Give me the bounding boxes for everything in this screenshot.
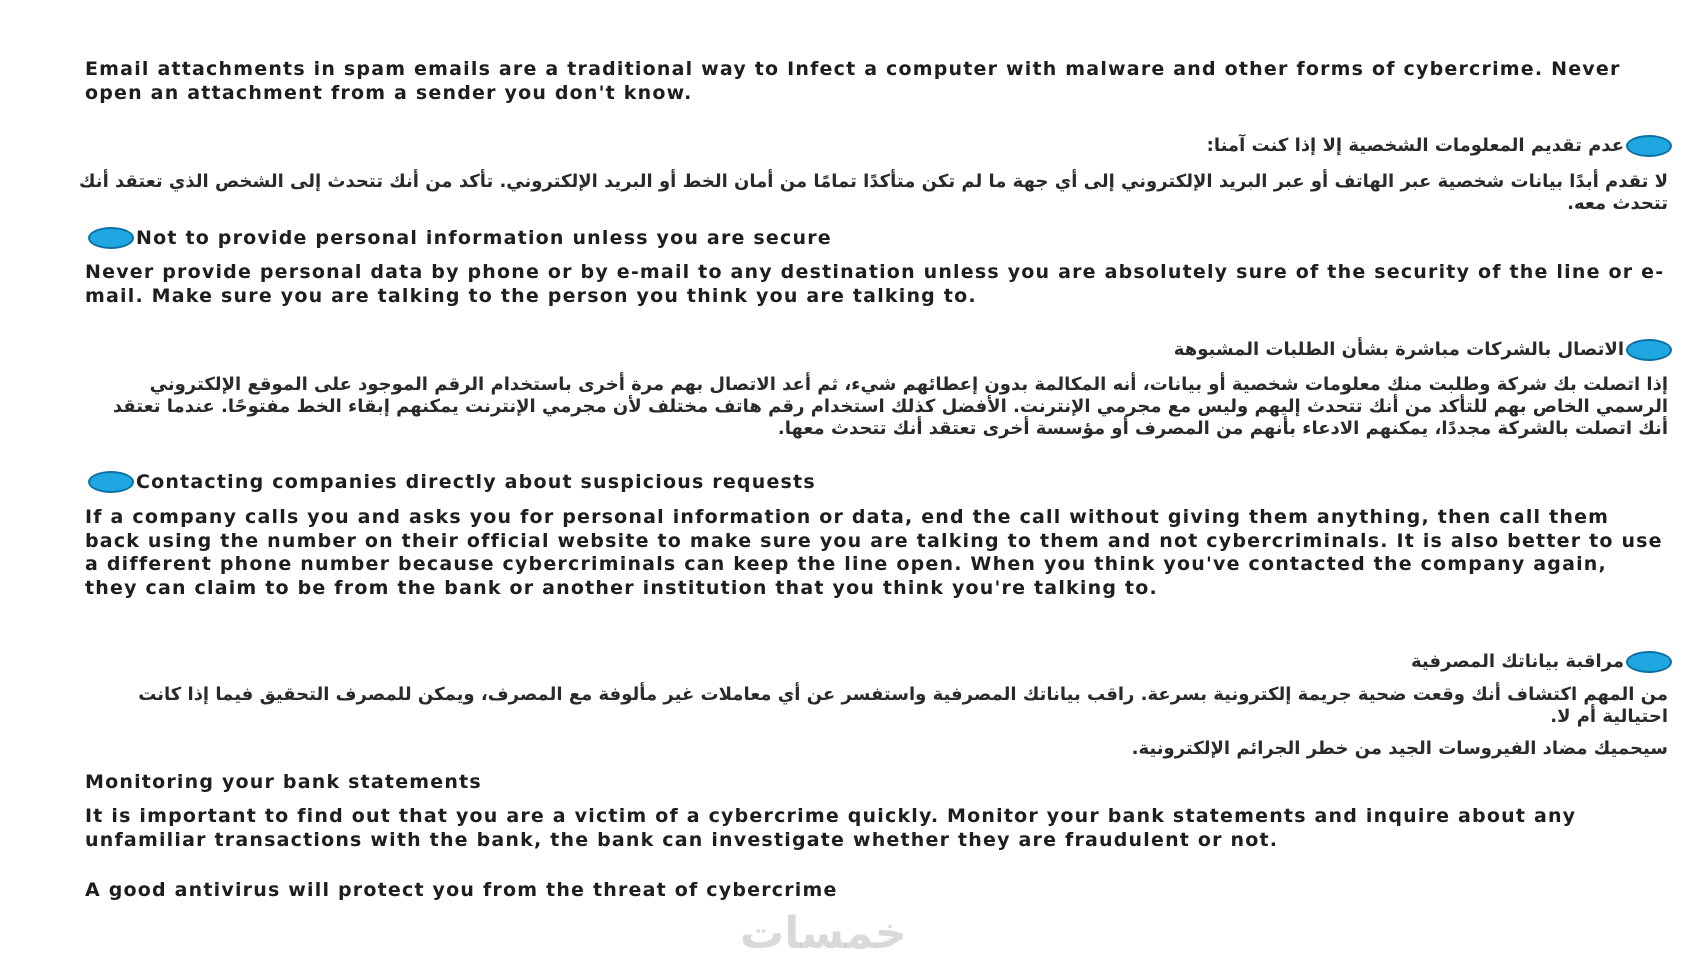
personal-info-en-paragraph: Never provide personal data by phone or by e-mail to any destination unless you are absolutely sure of the security of the line or e-mail. Make sure you are talking to the person you think you are talking to. bbox=[85, 261, 1665, 307]
heading-text: Contacting companies directly about suspicious requests bbox=[136, 471, 816, 493]
heading-text: Not to provide personal information unless you are secure bbox=[136, 227, 832, 249]
bank-statements-ar-heading bbox=[1411, 650, 1672, 674]
personal-info-ar-paragraph: لا تقدم أبدًا بيانات شخصية عبر الهاتف أو عبر البريد الإلكتروني إلى أي جهة ما لم تكن متأكدًا تمامًا من أمان الخط أو البريد الإلكتروني. تأكد من أنك تتحدث إلى الشخص الذي تعتقد أنك تتحدث معه. bbox=[79, 171, 1668, 214]
bank-statements-ar-paragraph: من المهم اكتشاف أنك وقعت ضحية جريمة إلكترونية بسرعة. راقب بياناتك المصرفية واستفسر عن أي معاملات غير مألوفة مع المصرف، ويمكن للمصرف التحقيق فيما إذا كانت احتيالية أم لا. bbox=[138, 684, 1668, 727]
contact-companies-ar-heading bbox=[1174, 338, 1672, 362]
contact-companies-en-heading bbox=[88, 470, 816, 494]
bank-statements-en-paragraph: It is important to find out that you are a victim of a cybercrime quickly. Monitor your bank statements and inquire about any unfamiliar transactions with the bank, the bank can investigate whether they are fraudulent or not. bbox=[85, 805, 1577, 851]
bullet-icon bbox=[1626, 339, 1672, 361]
contact-companies-en-paragraph: If a company calls you and asks you for personal information or data, end the call without giving them anything, then call them back using the number on their official website to make sure you are talking to them and not cybercriminals. It is also better to use a different phone number because cybercriminals can keep the line open. When you think you've contacted the company again, they can claim to be from the bank or another institution that you think you're talking to. bbox=[85, 506, 1663, 599]
heading-text: الاتصال بالشركات مباشرة بشأن الطلبات المشبوهة bbox=[1173, 339, 1624, 360]
bullet-icon bbox=[88, 471, 134, 493]
bank-statements-en-heading: Monitoring your bank statements bbox=[85, 771, 482, 793]
bullet-icon bbox=[88, 227, 134, 249]
antivirus-en-line: A good antivirus will protect you from the threat of cybercrime bbox=[85, 879, 838, 901]
attachments-paragraph: Email attachments in spam emails are a traditional way to Infect a computer with malware and other forms of cybercrime. Never open an attachment from a sender you don't know. bbox=[85, 58, 1621, 104]
heading-text: عدم تقديم المعلومات الشخصية إلا إذا كنت آمنا: bbox=[1206, 135, 1624, 156]
watermark: خمسات bbox=[740, 908, 907, 959]
bullet-icon bbox=[1626, 651, 1672, 673]
contact-companies-ar-paragraph: إذا اتصلت بك شركة وطلبت منك معلومات شخصية أو بيانات، أنه المكالمة بدون إعطائهم شيء، ثم أعد الاتصال بهم مرة أخرى باستخدام الرقم الموجود على الموقع الإلكتروني الرسمي الخاص بهم للتأكد من أنك تتحدث إليهم وليس مع مجرمي الإنترنت. الأفضل كذلك استخدام رقم هاتف مختلف لأن مجرمي الإنترنت يمكنهم إبقاء الخط مفتوحًا. عندما تعتقد أنك اتصلت بالشركة مجددًا، يمكنهم الادعاء بأنهم من المصرف أو مؤسسة أخرى تعتقد أنك تتحدث معها. bbox=[112, 374, 1668, 439]
heading-text: مراقبة بياناتك المصرفية bbox=[1411, 651, 1624, 672]
bullet-icon bbox=[1626, 135, 1672, 157]
antivirus-ar-line: سيحميك مضاد الفيروسات الجيد من خطر الجرائم الإلكترونية. bbox=[1131, 738, 1668, 759]
personal-info-ar-heading bbox=[1207, 134, 1672, 158]
personal-info-en-heading bbox=[88, 226, 832, 250]
